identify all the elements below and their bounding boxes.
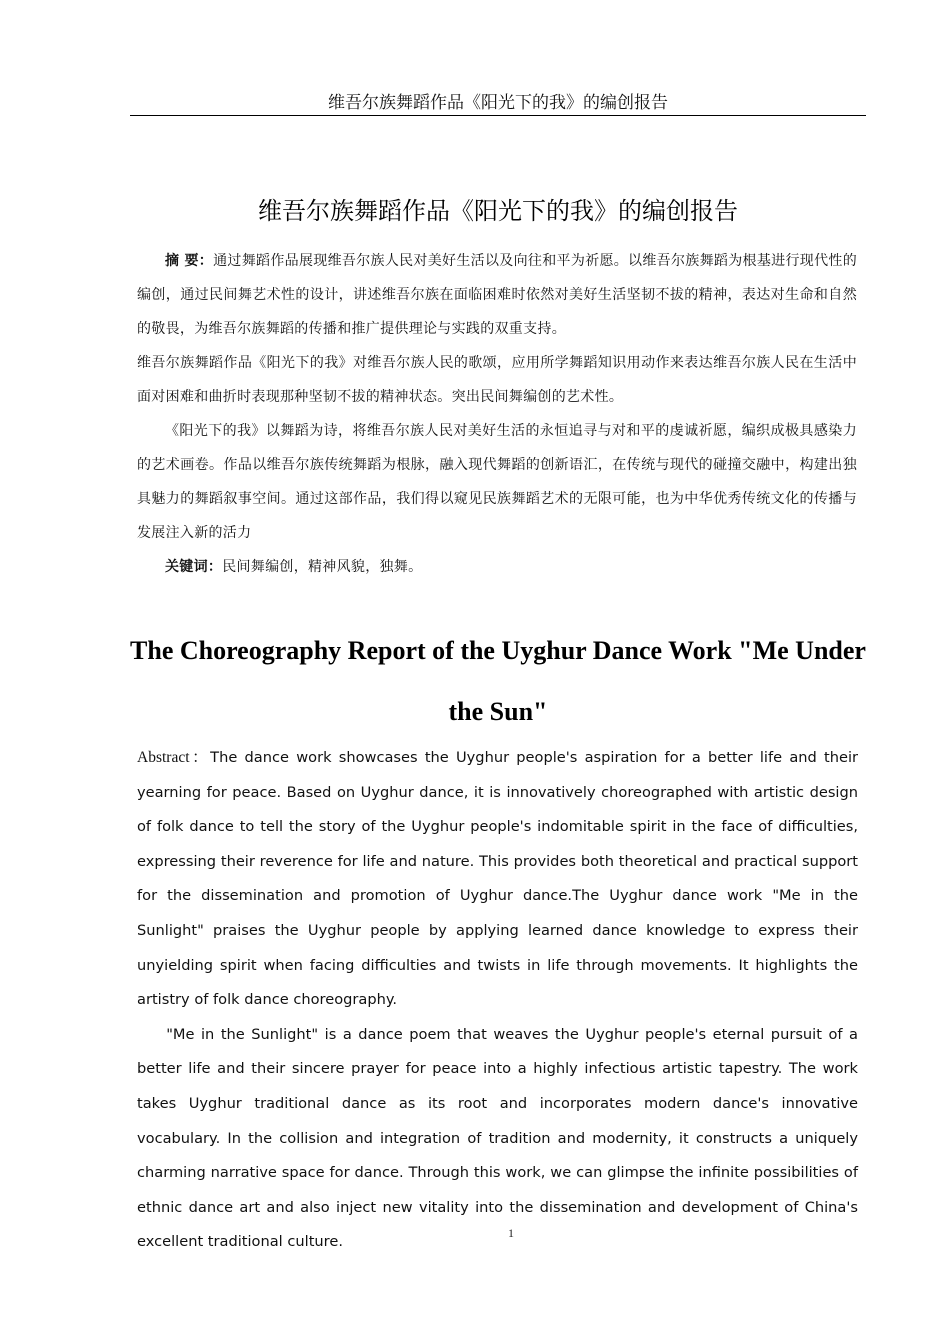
chinese-keywords-text: 民间舞编创，精神风貌，独舞。 [222,559,423,575]
english-abstract-text: The dance work showcases the Uyghur people's aspiration for a better life and their yearning for peace. Based on Uyghur dance, it is innovatively choreographed with artistic design of folk dance to tell the story of the Uyghur people's indomitable spirit in the face of difficulties, expressing their reverence for life and nature. This provides both theoretical and practical support for the dissemination and promotion of Uyghur dance.The Uyghur dance work "Me in the Sunlight" praises the Uyghur people by applying learned dance knowledge to express their unyielding spirit when facing difficulties and twists in life through movements. It highlights the artistry of folk dance choreography. [137,749,859,1009]
english-abstract-section [137,741,858,1260]
chinese-paragraph-3: 《阳光下的我》以舞蹈为诗，将维吾尔族人民对美好生活的永恒追寻与对和平的虔诚祈愿，编织成极具感染力的艺术画卷。作品以维吾尔族传统舞蹈为根脉，融入现代舞蹈的创新语汇，在传统与现代的碰撞交融中，构建出独具魅力的舞蹈叙事空间。通过这部作品，我们得以窥见民族舞蹈艺术的无限可能，也为中华优秀传统文化的传播与发展注入新的活力 [137,423,857,541]
chinese-abstract-label: 摘 要： [165,253,214,269]
running-header: 维吾尔族舞蹈作品《阳光下的我》的编创报告 [328,93,668,113]
english-title: The Choreography Report of the Uyghur Dance Work "Me Under the Sun" [130,636,866,726]
chinese-paragraph-2: 维吾尔族舞蹈作品《阳光下的我》对维吾尔族人民的歌颂，应用所学舞蹈知识用动作来表达维吾尔族人民在生活中面对困难和曲折时表现那种坚韧不拔的精神状态。突出民间舞编创的艺术性。 [137,355,857,405]
chinese-title: 维吾尔族舞蹈作品《阳光下的我》的编创报告 [258,197,738,225]
chinese-abstract-section [137,244,857,584]
chinese-keywords [137,550,857,584]
english-abstract-paragraph [137,741,858,1018]
chinese-keywords-label: 关键词： [165,559,223,575]
chinese-abstract-text: 通过舞蹈作品展现维吾尔族人民对美好生活以及向往和平为祈愿。以维吾尔族舞蹈为根基进行现代性的编创，通过民间舞艺术性的设计，讲述维吾尔族在面临困难时依然对美好生活坚韧不拔的精神，表达对生命和自然的敬畏，为维吾尔族舞蹈的传播和推广提供理论与实践的双重支持。 [137,253,857,337]
english-abstract-label: Abstract： [137,749,211,766]
chinese-abstract-paragraph [137,244,857,346]
english-paragraph-2: "Me in the Sunlight" is a dance poem that weaves the Uyghur people's eternal pursuit of a better life and their sincere prayer for peace into a highly infectious artistic tapestry. The work takes Uyghur traditional dance as its root and incorporates modern dance's innovative vocabulary. In the collision and integration of tradition and modernity, it constructs a uniquely charming narrative space for dance. Through this work, we can glimpse the infinite possibilities of ethnic dance art and also inject new vitality into the dissemination and development of China's excellent traditional culture. [137,1025,858,1251]
page-number: 1 [508,1226,514,1240]
header-rule [130,115,866,116]
